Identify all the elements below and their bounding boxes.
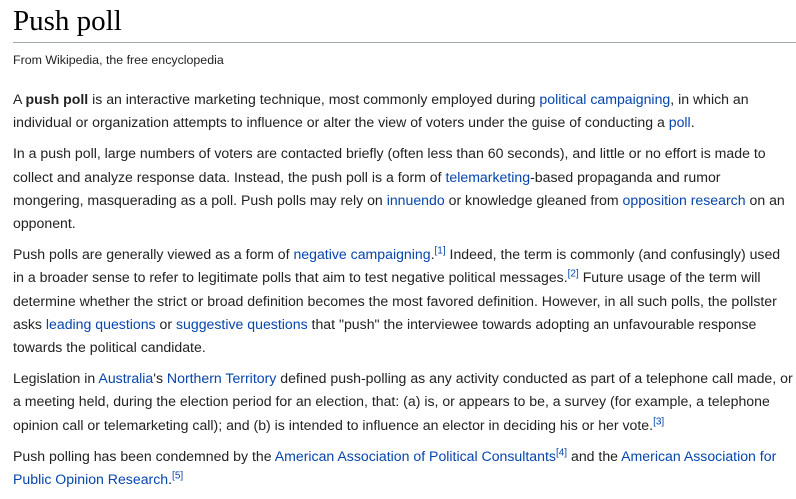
body-text: 's: [153, 370, 167, 387]
article-paragraph: [13, 445, 793, 491]
article-link[interactable]: telemarketing: [445, 168, 531, 185]
body-text: Legislation in: [13, 370, 99, 387]
body-text: .: [690, 114, 695, 131]
citation-link[interactable]: [3]: [653, 415, 665, 427]
citation-link[interactable]: [4]: [555, 447, 568, 459]
site-tagline: From Wikipedia, the free encyclopedia: [13, 53, 224, 67]
body-text: -based propaganda and rumor mongering, masquerading as a poll. Push polls may rely on: [13, 168, 721, 208]
citation-link[interactable]: [1]: [434, 245, 446, 257]
title-divider: [13, 42, 796, 43]
body-text: Indeed, the term is commonly (and confusingly) used in a broader sense to refer to legitimate polls that aim to test negative political messages.: [13, 246, 781, 286]
citation-link[interactable]: [2]: [567, 268, 579, 280]
page-title: Push poll: [13, 5, 122, 37]
body-text: A: [13, 91, 26, 107]
article-paragraph: [13, 243, 793, 359]
body-text: defined push-polling as any activity conducted as part of a telephone call made, or a meeting held, during the election period for an election, that: (a) is, or appears to be, a survey (for example, a telephone opinion call or telemarketing call); and (b) is intended to influence an elector in deciding his or her vote.: [13, 370, 793, 433]
article-link[interactable]: political campaigning: [539, 91, 671, 107]
body-text: is an interactive marketing technique, most commonly employed during: [88, 91, 540, 107]
article-link[interactable]: Australia: [98, 370, 154, 387]
citation-ref[interactable]: [556, 447, 567, 458]
body-text: or knowledge gleaned from: [444, 191, 623, 208]
article-paragraph: [13, 88, 793, 134]
body-text: In a push poll, large numbers of voters are contacted briefly (often less than 60 seconds), and little or no effort is made to collect and analyze response data. Instead, the push poll is a form of: [13, 145, 766, 185]
article-link[interactable]: suggestive questions: [175, 315, 308, 332]
body-text: .: [430, 246, 435, 263]
body-text: , in which an individual or organization attempts to influence or alter the view of voters under the guise of conducting a: [13, 91, 749, 131]
bold-term: push poll: [25, 91, 89, 107]
article-link[interactable]: Northern Territory: [166, 370, 277, 387]
article-link[interactable]: innuendo: [386, 191, 445, 208]
article-paragraph: [13, 142, 793, 235]
article-link[interactable]: poll: [668, 114, 691, 131]
article-link[interactable]: leading questions: [45, 315, 156, 332]
citation-ref[interactable]: [435, 246, 446, 257]
citation-ref[interactable]: [568, 269, 579, 280]
article-link[interactable]: American Association for Public Opinion Research: [13, 447, 777, 488]
body-text: .: [168, 471, 173, 488]
article-body: [13, 88, 793, 499]
article-link[interactable]: negative campaigning: [293, 246, 431, 263]
citation-link[interactable]: [5]: [172, 470, 184, 482]
body-text: Push polling has been condemned by the: [13, 447, 275, 464]
article-paragraph: [13, 367, 793, 437]
body-text: or: [155, 315, 176, 332]
citation-ref[interactable]: [172, 470, 183, 481]
citation-ref[interactable]: [653, 416, 664, 427]
body-text: that "push" the interviewee towards adopting an unfavourable response towards the political candidate.: [13, 315, 757, 356]
article-link[interactable]: American Association of Political Consultants: [274, 447, 556, 464]
body-text: Push polls are generally viewed as a form of: [13, 246, 294, 263]
body-text: and the: [567, 447, 622, 464]
article-link[interactable]: opposition research: [622, 191, 746, 208]
body-text: Future usage of the term will determine whether the strict or broad definition becomes the most favored definition. However, in all such polls, the pollster asks: [13, 269, 777, 332]
body-text: on an opponent.: [13, 191, 785, 232]
